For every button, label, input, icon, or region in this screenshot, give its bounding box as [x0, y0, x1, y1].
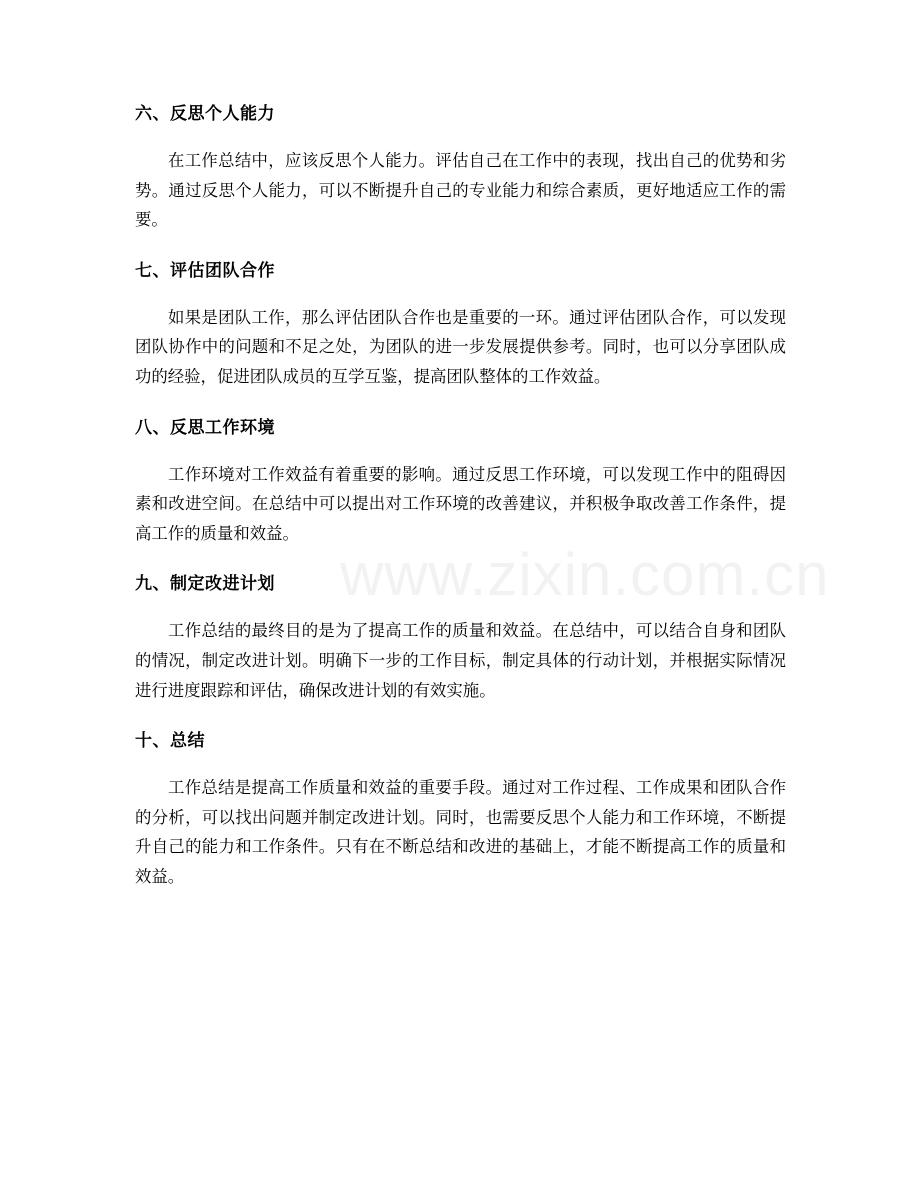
watermark: www.zixin.com.cn — [340, 541, 830, 608]
section-heading: 十、总结 — [135, 731, 205, 752]
section-paragraph: 工作总结是提高工作质量和效益的重要手段。通过对工作过程、工作成果和团队合作的分析，可以找出问题并制定改进计划。同时，也需要反思个人能力和工作环境，不断提升自己的能力和工作条件。只有在不断总结和改进的基础上，才能不断提高工作的质量和效益。 — [135, 778, 786, 886]
section-8 — [135, 416, 786, 549]
section-paragraph: 工作总结的最终目的是为了提高工作的质量和效益。在总结中，可以结合自身和团队的情况，制定改进计划。明确下一步的工作目标，制定具体的行动计划，并根据实际情况进行进度跟踪和评估，确保改进计划的有效实施。 — [135, 621, 786, 700]
section-10 — [135, 729, 786, 891]
section-heading: 八、反思工作环境 — [135, 417, 275, 438]
section-7 — [135, 259, 786, 392]
section-heading: 六、反思个人能力 — [135, 104, 275, 124]
section-6 — [135, 102, 786, 235]
section-heading: 九、制定改进计划 — [135, 574, 275, 595]
section-paragraph: 如果是团队工作，那么评估团队合作也是重要的一环。通过评估团队合作，可以发现团队协作中的问题和不足之处，为团队的进一步发展提供参考。同时，也可以分享团队成功的经验，促进团队成员的互学互鉴，提高团队整体的工作效益。 — [135, 307, 786, 386]
section-paragraph: 工作环境对工作效益有着重要的影响。通过反思工作环境，可以发现工作中的阻碍因素和改进空间。在总结中可以提出对工作环境的改善建议，并积极争取改善工作条件，提高工作的质量和效益。 — [135, 464, 786, 543]
section-heading: 七、评估团队合作 — [135, 260, 275, 281]
section-paragraph: 在工作总结中，应该反思个人能力。评估自己在工作中的表现，找出自己的优势和劣势。通过反思个人能力，可以不断提升自己的专业能力和综合素质，更好地适应工作的需要。 — [135, 151, 786, 230]
section-9 — [135, 572, 786, 705]
document-page — [135, 102, 786, 916]
